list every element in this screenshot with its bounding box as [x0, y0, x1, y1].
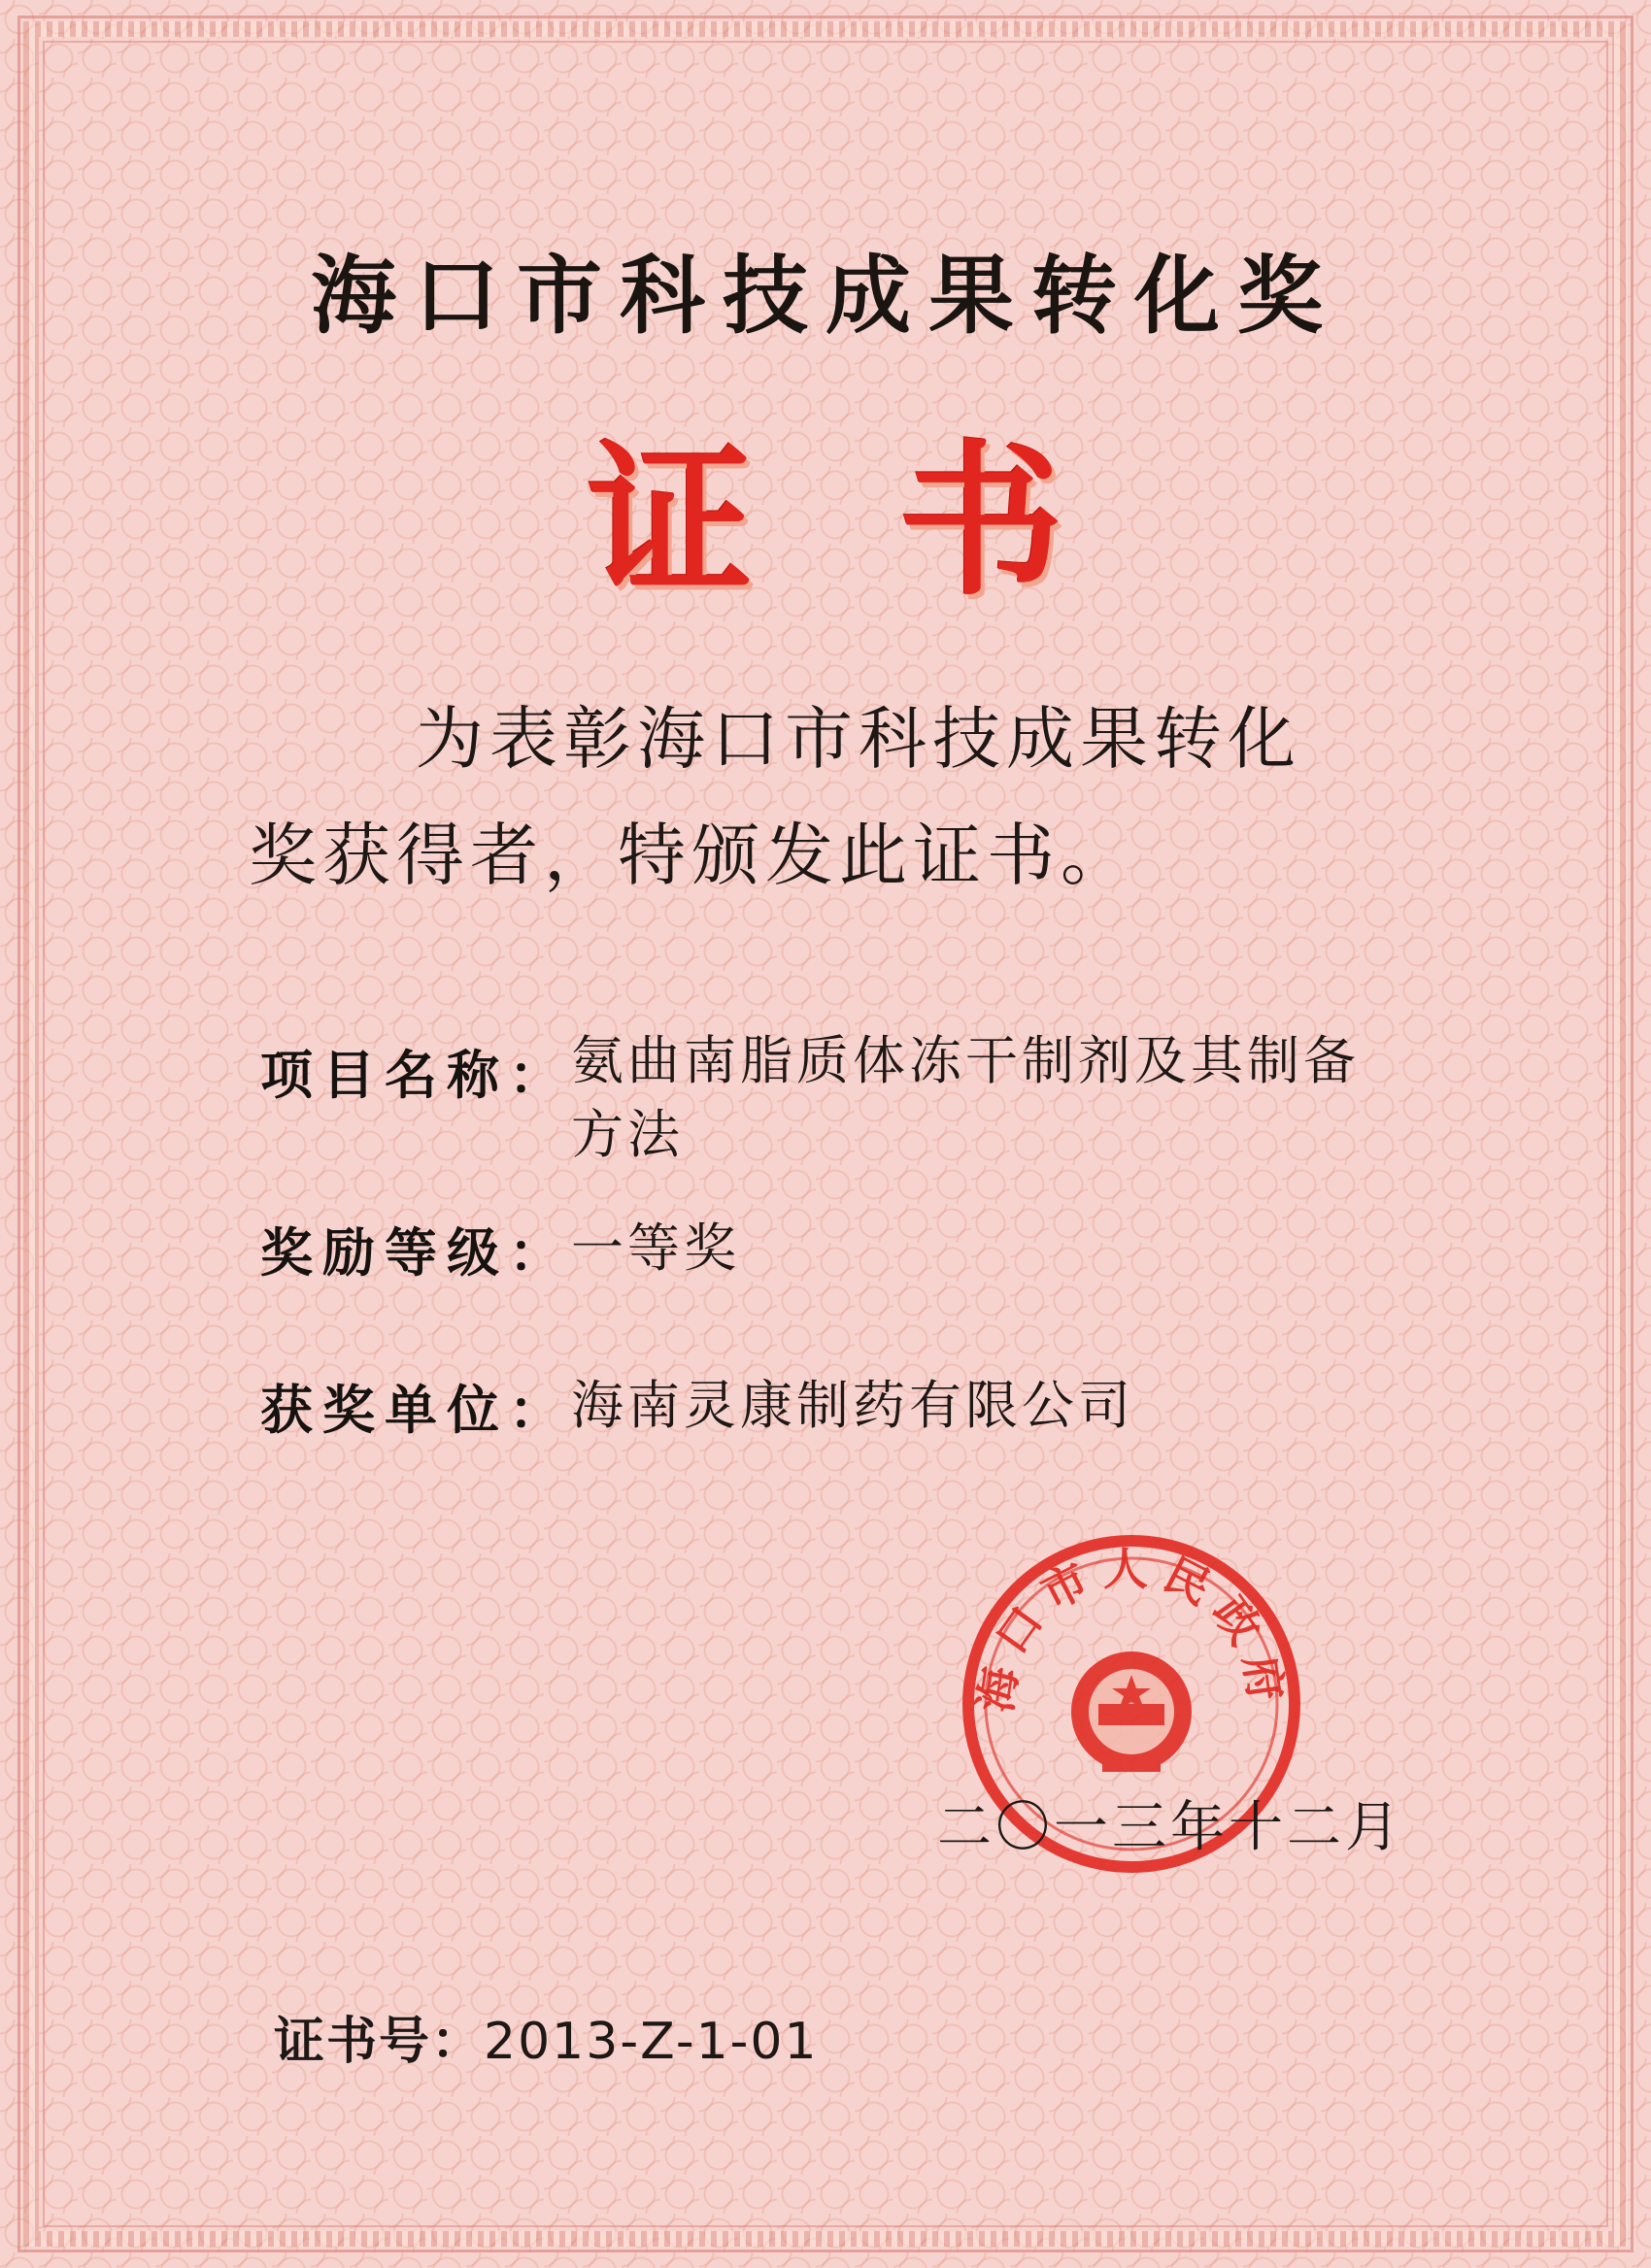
award-title: 海口市科技成果转化奖	[310, 246, 1340, 346]
certificate-number-row	[274, 2000, 819, 2073]
citation-line-1: 为表彰海口市科技成果转化	[416, 699, 1301, 779]
citation-line-2: 奖获得者，特颁发此证书。	[249, 816, 1134, 895]
seal-text: 海口市人民政府	[968, 1543, 1295, 1716]
award-level-value: 一等奖	[571, 1217, 740, 1279]
issue-date: 二〇一三年十二月	[937, 1796, 1403, 1859]
award-level-label: 奖励等级：	[260, 1222, 571, 1284]
award-unit-value: 海南灵康制药有限公司	[571, 1375, 1134, 1436]
certificate-number-value: 2013-Z-1-01	[484, 2013, 819, 2071]
project-name-label: 项目名称：	[260, 1045, 571, 1106]
certificate-heading: 证书	[587, 424, 1209, 618]
certificate-number-label: 证书号：	[274, 2013, 485, 2071]
project-name-value: 氨曲南脂质体冻干制剂及其制备方法	[571, 1030, 1360, 1165]
award-unit-label: 获奖单位：	[260, 1380, 571, 1441]
award-level-row	[260, 1212, 740, 1286]
project-name-row	[260, 1030, 1367, 1172]
award-unit-row	[260, 1369, 1134, 1444]
national-emblem-icon	[1071, 1651, 1192, 1772]
